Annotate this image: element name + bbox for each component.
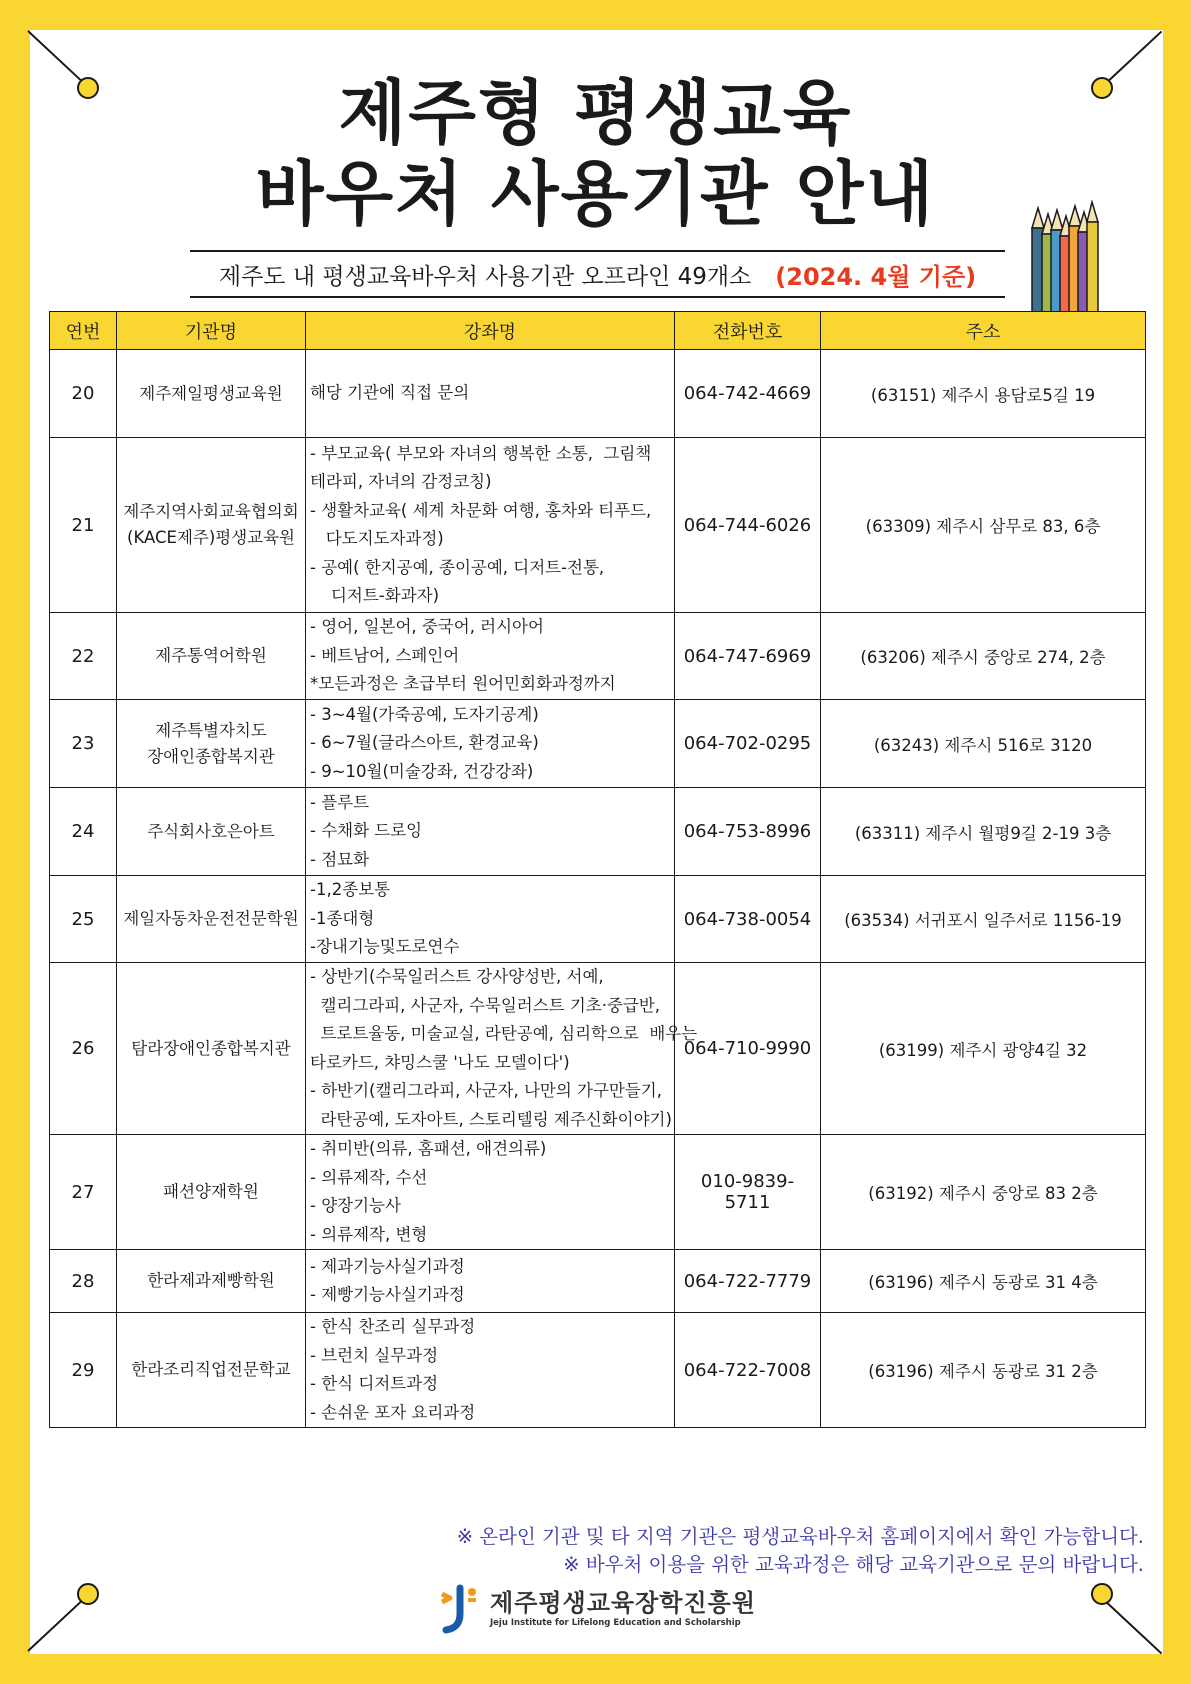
course-line: - 취미반(의류, 홈패션, 애견의류) xyxy=(310,1139,547,1158)
course-line: 테라피, 자녀의 감정코칭) xyxy=(310,472,492,491)
col-header-addr: 주소 xyxy=(821,312,1146,350)
course-line: 라탄공예, 도자아트, 스토리텔링 제주신화이야기) xyxy=(310,1109,672,1129)
course-line: - 수채화 드로잉 xyxy=(310,821,423,841)
cell-address: (63206) 제주시 중앙로 274, 2층 xyxy=(821,613,1146,700)
cell-org xyxy=(117,350,306,438)
course-line: 디저트-화과자) xyxy=(310,586,440,605)
table-row xyxy=(50,1135,1146,1250)
cell-address: (63192) 제주시 중앙로 83 2층 xyxy=(821,1135,1146,1250)
course-line: - 6~7월(글라스아트, 환경교육) xyxy=(310,733,539,753)
cell-courses xyxy=(306,963,698,1135)
course-line: - 생활차교육( 세계 차문화 여행, 홍차와 티푸드, xyxy=(310,500,652,520)
col-header-tel: 전화번호 xyxy=(675,312,821,350)
course-line: - 공예( 한지공예, 종이공예, 디저트-전통, xyxy=(310,557,605,577)
cell-phone: 064-744-6026 xyxy=(675,438,821,613)
cell-org xyxy=(117,876,306,963)
footer-notes xyxy=(457,1523,1144,1579)
col-header-org: 기관명 xyxy=(117,312,306,350)
page-title-line1: 제주형 평생교육 xyxy=(338,72,853,154)
cell-courses xyxy=(306,876,675,963)
cell-no: 25 xyxy=(50,876,117,963)
course-line: - 부모교육( 부모와 자녀의 행복한 소통, 그림책 xyxy=(310,443,652,463)
note-online-institutions: ※ 온라인 기관 및 타 지역 기관은 평생교육바우처 홈페이지에서 확인 가능합니다. xyxy=(456,1525,1144,1548)
table-row xyxy=(50,613,1146,700)
cell-org xyxy=(117,700,306,788)
cell-no: 22 xyxy=(50,613,117,700)
course-line: 해당 기관에 직접 문의 xyxy=(310,383,470,403)
cell-address: (63196) 제주시 동광로 31 2층 xyxy=(821,1313,1146,1428)
org-name-line: 제주통역어학원 xyxy=(155,646,267,665)
course-line: - 제과기능사실기과정 xyxy=(310,1256,465,1276)
cell-org xyxy=(117,438,306,613)
course-line: - 3~4월(가죽공예, 도자기공계) xyxy=(310,704,539,724)
col-header-no: 연번 xyxy=(50,312,117,350)
course-line: -장내기능및도로연수 xyxy=(310,937,460,957)
cell-org xyxy=(117,1313,306,1428)
cell-org xyxy=(117,1135,306,1250)
cell-address: (63151) 제주시 용담로5길 19 xyxy=(821,350,1146,438)
course-line: - 양장기능사 xyxy=(310,1196,401,1215)
cell-no: 21 xyxy=(50,438,117,613)
cell-phone: 064-722-7779 xyxy=(675,1250,821,1313)
table-row xyxy=(50,963,1146,1135)
cell-no: 26 xyxy=(50,963,117,1135)
course-line: - 점묘화 xyxy=(310,849,370,869)
org-name-line: 제주지역사회교육협의회 xyxy=(123,502,299,521)
course-line: - 9~10월(미술강좌, 건강강좌) xyxy=(310,761,534,781)
col-header-course: 강좌명 xyxy=(306,312,675,350)
cell-no: 27 xyxy=(50,1135,117,1250)
pin-bottom-right xyxy=(1091,1583,1113,1605)
cell-courses xyxy=(306,1250,675,1313)
cell-courses xyxy=(306,350,675,438)
org-name-line: 제주제일평생교육원 xyxy=(139,383,283,403)
colored-pencils-icon xyxy=(1030,200,1100,312)
table-row xyxy=(50,788,1146,876)
table-row xyxy=(50,350,1146,438)
cell-address: (63199) 제주시 광양4길 32 xyxy=(821,963,1146,1135)
course-line: - 의류제작, 수선 xyxy=(310,1167,428,1187)
org-name-line: (KACE제주)평생교육원 xyxy=(127,528,295,547)
cell-courses xyxy=(306,613,675,700)
cell-phone: 010-9839-5711 xyxy=(675,1135,821,1250)
table-row xyxy=(50,700,1146,788)
org-name-line: 패션양재학원 xyxy=(163,1182,259,1201)
cell-phone: 064-738-0054 xyxy=(675,876,821,963)
footer-logo xyxy=(438,1583,756,1635)
cell-address: (63534) 서귀포시 일주서로 1156-19 xyxy=(821,876,1146,963)
course-line: - 하반기(캘리그라피, 사군자, 나만의 가구만들기, xyxy=(310,1081,662,1100)
cell-no: 28 xyxy=(50,1250,117,1313)
institute-name-korean: 제주평생교육장학진흥원 xyxy=(490,1589,757,1617)
cell-courses xyxy=(306,438,675,613)
cell-phone: 064-722-7008 xyxy=(675,1313,821,1428)
org-name-line: 주식회사호은아트 xyxy=(147,821,275,841)
cell-phone: 064-747-6969 xyxy=(675,613,821,700)
cell-address: (63243) 제주시 516로 3120 xyxy=(821,700,1146,788)
institution-table xyxy=(49,311,1146,1428)
table-row xyxy=(50,876,1146,963)
cell-courses xyxy=(306,1135,675,1250)
course-line: - 제빵기능사실기과정 xyxy=(310,1285,465,1304)
course-line: -1,2종보통 xyxy=(310,880,391,900)
table-row xyxy=(50,1313,1146,1428)
course-line: 캘리그라피, 사군자, 수묵일러스트 기초·중급반, xyxy=(310,995,661,1015)
page-title-line2: 바우처 사용기관 안내 xyxy=(255,153,936,235)
cell-org xyxy=(117,1250,306,1313)
course-line: - 손쉬운 포자 요리과정 xyxy=(310,1402,476,1422)
org-name-line: 탐라장애인종합복지관 xyxy=(131,1038,291,1058)
course-line: - 한식 디저트과정 xyxy=(310,1374,439,1393)
table-header-row xyxy=(50,312,1146,350)
institute-logo-icon xyxy=(438,1584,480,1634)
cell-no: 23 xyxy=(50,700,117,788)
cell-org xyxy=(117,963,306,1135)
cell-no: 24 xyxy=(50,788,117,876)
course-line: *모든과정은 초급부터 원어민회화과정까지 xyxy=(310,674,616,694)
course-line: 트로트율동, 미술교실, 라탄공예, 심리학으로 배우는 xyxy=(310,1024,698,1043)
course-line: - 영어, 일본어, 중국어, 러시아어 xyxy=(310,617,544,637)
course-line: - 베트남어, 스페인어 xyxy=(310,645,460,665)
note-inquiry: ※ 바우처 이용을 위한 교육과정은 해당 교육기관으로 문의 바랍니다. xyxy=(563,1553,1144,1576)
course-line: - 브런치 실무과정 xyxy=(310,1345,439,1365)
course-line: -1종대형 xyxy=(310,908,375,928)
subtitle-bar xyxy=(190,250,1005,298)
course-line: - 한식 찬조리 실무과정 xyxy=(310,1317,476,1336)
course-line: - 의류제작, 변형 xyxy=(310,1224,428,1244)
org-name-line: 제주특별자치도 xyxy=(155,720,267,740)
table-row xyxy=(50,438,1146,613)
pin-bottom-left xyxy=(77,1583,99,1605)
cell-org xyxy=(117,788,306,876)
subtitle-date-highlight: (2024. 4월 기준) xyxy=(775,262,977,291)
cell-phone: 064-710-9990 xyxy=(675,963,821,1135)
cell-phone: 064-702-0295 xyxy=(675,700,821,788)
table-row xyxy=(50,1250,1146,1313)
cell-org xyxy=(117,613,306,700)
cell-no: 29 xyxy=(50,1313,117,1428)
org-name-line: 장애인종합복지관 xyxy=(147,746,275,766)
cell-phone: 064-753-8996 xyxy=(675,788,821,876)
institute-name-english: Jeju Institute for Lifelong Education and Scholarship xyxy=(490,1618,741,1628)
cell-address: (63309) 제주시 삼무로 83, 6층 xyxy=(821,438,1146,613)
org-name-line: 제일자동차운전전문학원 xyxy=(123,909,299,928)
cell-address: (63196) 제주시 동광로 31 4층 xyxy=(821,1250,1146,1313)
cell-phone: 064-742-4669 xyxy=(675,350,821,438)
course-line: 타로카드, 챠밍스쿨 '나도 모델이다') xyxy=(310,1052,570,1072)
course-line: - 상반기(수묵일러스트 강사양성반, 서예, xyxy=(310,967,604,986)
org-name-line: 한라조리직업전문학교 xyxy=(131,1360,291,1379)
cell-no: 20 xyxy=(50,350,117,438)
cell-courses xyxy=(306,788,675,876)
course-line: - 플루트 xyxy=(310,792,370,812)
course-line: 다도지도자과정) xyxy=(310,529,444,548)
cell-address: (63311) 제주시 월평9길 2-19 3층 xyxy=(821,788,1146,876)
cell-courses xyxy=(306,700,675,788)
org-name-line: 한라제과제빵학원 xyxy=(147,1271,275,1290)
cell-courses xyxy=(306,1313,675,1428)
subtitle-text: 제주도 내 평생교육바우처 사용기관 오프라인 49개소 xyxy=(218,263,752,290)
